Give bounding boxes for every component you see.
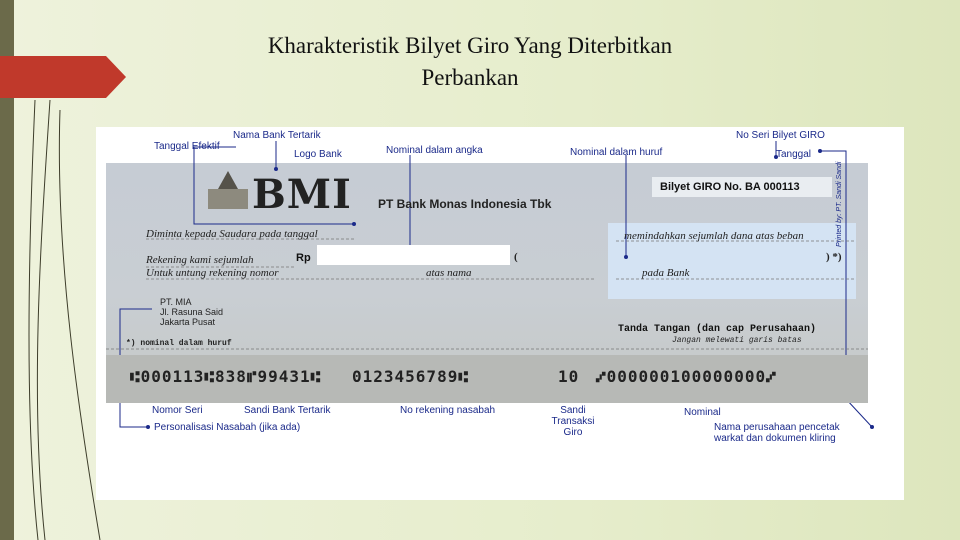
bank-name: PT Bank Monas Indonesia Tbk (378, 197, 552, 211)
label-tanggal-efektif: Tanggal Efektif (154, 141, 220, 152)
signature-note: Jangan melewati garis batas (672, 336, 802, 345)
line-diminta: Diminta kepada Saudara pada tanggal (146, 228, 318, 240)
micr-amount: ⑇000000100000000⑇ (596, 367, 777, 386)
giro-diagram (96, 127, 904, 500)
rp-label: Rp (296, 252, 311, 264)
label-logo-bank: Logo Bank (294, 149, 342, 160)
label-personalisasi: Personalisasi Nasabah (jika ada) (154, 422, 301, 433)
address-line-1: PT. MIA (160, 297, 192, 307)
title-line-1: Kharakteristik Bilyet Giro Yang Diterbitkan (267, 33, 673, 58)
label-nominal-angka: Nominal dalam angka (386, 145, 483, 156)
label-no-rekening: No rekening nasabah (400, 405, 496, 416)
label-nama-bank: Nama Bank Tertarik (233, 130, 321, 141)
memindahkan-text: memindahkan sejumlah dana atas beban (624, 230, 804, 242)
paren-open: ( (514, 251, 518, 263)
slide-title (170, 30, 770, 94)
label-nomor-seri: Nomor Seri (152, 405, 203, 416)
micr-account: 0123456789⑆ (352, 367, 469, 386)
address-line-3: Jakarta Pusat (160, 317, 216, 327)
line-rekening: Rekening kami sejumlah (146, 254, 254, 266)
micr-serial: ⑆000113⑆838⑈99431⑆ (130, 367, 322, 386)
micr-code: 10 (558, 367, 580, 386)
label-nominal-huruf: Nominal dalam huruf (570, 147, 663, 158)
paren-close: ) *) (826, 251, 842, 263)
logo-emblem-icon (208, 171, 248, 209)
giro-number: Bilyet GIRO No. BA 000113 (652, 177, 832, 197)
label-no-seri: No Seri Bilyet GIRO (736, 130, 825, 141)
slide-accent-arrow (0, 56, 126, 98)
signature-line: Tanda Tangan (dan cap Perusahaan) (618, 324, 817, 335)
label-sandi-transaksi: Sandi Transaksi Giro (551, 405, 595, 438)
atas-nama: atas nama (426, 267, 472, 279)
pada-bank: pada Bank (642, 267, 690, 279)
printer-vertical-text: Printed by: PT. Sandi Sandi (836, 161, 843, 247)
bank-logo: BMI (252, 171, 352, 218)
label-tanggal: Tanggal (776, 149, 812, 160)
customer-address (160, 297, 223, 327)
address-line-2: Jl. Rasuna Said (160, 307, 224, 317)
line-untuk: Untuk untung rekening nomor (146, 267, 279, 279)
footnote: *) nominal dalam huruf (126, 339, 232, 348)
title-line-2: Perbankan (421, 65, 519, 90)
label-sandi-bank: Sandi Bank Tertarik (244, 405, 331, 416)
amount-box (317, 245, 510, 265)
label-nominal: Nominal (684, 407, 721, 418)
label-nama-perusahaan: Nama perusahaan pencetak warkat dan dokumen kliring (714, 422, 840, 444)
